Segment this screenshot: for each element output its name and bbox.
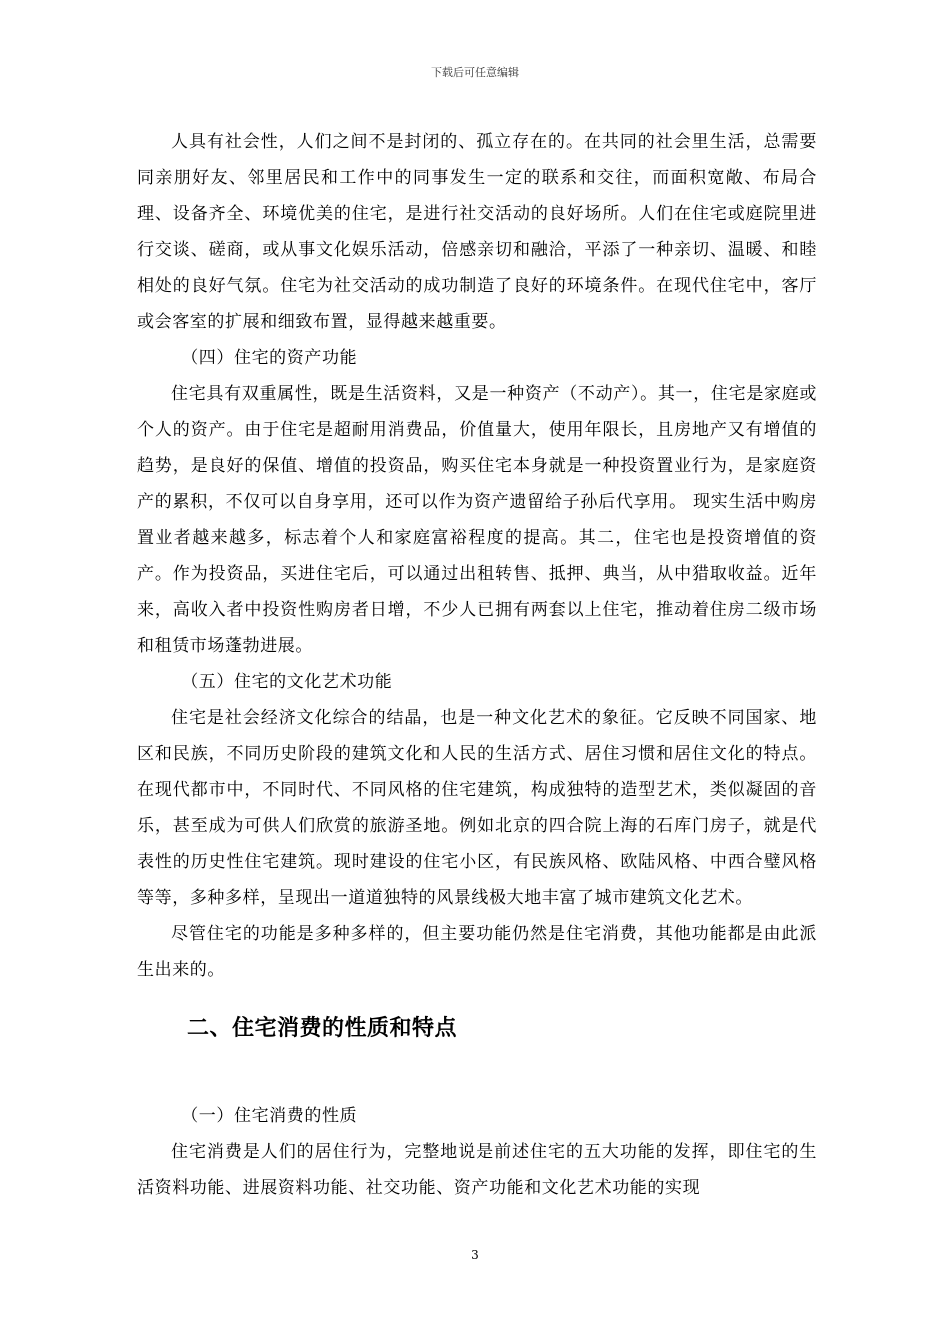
paragraph-asset: 住宅具有双重属性，既是生活资料，又是一种资产（不动产）。其一，住宅是家庭或个人的资产。由于住宅是超耐用消费品，价值量大，使用年限长，且房地产又有增值的趋势，是良好的保值、增值的投资品，购买住宅本身就是一种投资置业行为，是家庭资产的累积，不仅可以自身享用，还可以作为资产遗留给子孙后代享用。 现实生活中购房置业者越来越多，标志着个人和家庭富裕程度的提高。其二，住宅也是投资增值的资产。作为投资品，买进住宅后，可以通过出租转售、抵押、典当，从中猎取收益。近年来，高收入者中投资性购房者日增，不少人已拥有两套以上住宅，推动着住房二级市场和租赁市场蓬勃进展。 (137, 384, 817, 656)
paragraph-consumption: 住宅消费是人们的居住行为，完整地说是前述住宅的五大功能的发挥，即住宅的生活资料功能、进展资料功能、社交功能、资产功能和文化艺术功能的实现 (137, 1142, 817, 1198)
page-number: 3 (471, 1248, 479, 1262)
section-heading: 二、住宅消费的性质和特点 (187, 1016, 458, 1041)
paragraph-summary: 尽管住宅的功能是多种多样的，但主要功能仍然是住宅消费，其他功能都是由此派生出来的。 (137, 924, 817, 980)
subheading-consumption-nature: （一）住宅消费的性质 (181, 1106, 358, 1126)
subheading-culture-function: （五）住宅的文化艺术功能 (181, 672, 393, 692)
page-header: 下载后可任意编辑 (431, 66, 519, 79)
paragraph-culture: 住宅是社会经济文化综合的结晶，也是一种文化艺术的象征。它反映不同国家、地区和民族，不同历史阶段的建筑文化和人民的生活方式、居住习惯和居住文化的特点。在现代都市中，不同时代、不同风格的住宅建筑，构成独特的造型艺术，类似凝固的音乐，甚至成为可供人们欣赏的旅游圣地。例如北京的四合院上海的石库门房子，就是代表性的历史性住宅建筑。现时建设的住宅小区，有民族风格、欧陆风格、中西合璧风格等等，多种多样，呈现出一道道独特的风景线极大地丰富了城市建筑文化艺术。 (137, 708, 817, 908)
paragraph-social: 人具有社会性，人们之间不是封闭的、孤立存在的。在共同的社会里生活，总需要同亲朋好友、邻里居民和工作中的同事发生一定的联系和交往，而面积宽敞、布局合理、设备齐全、环境优美的住宅，是进行社交活动的良好场所。人们在住宅或庭院里进行交谈、磋商，或从事文化娱乐活动，倍感亲切和融洽，平添了一种亲切、温暖、和睦相处的良好气氛。住宅为社交活动的成功制造了良好的环境条件。在现代住宅中，客厅或会客室的扩展和细致布置，显得越来越重要。 (137, 132, 817, 332)
subheading-asset-function: （四）住宅的资产功能 (181, 348, 358, 368)
document-body (137, 124, 817, 1206)
